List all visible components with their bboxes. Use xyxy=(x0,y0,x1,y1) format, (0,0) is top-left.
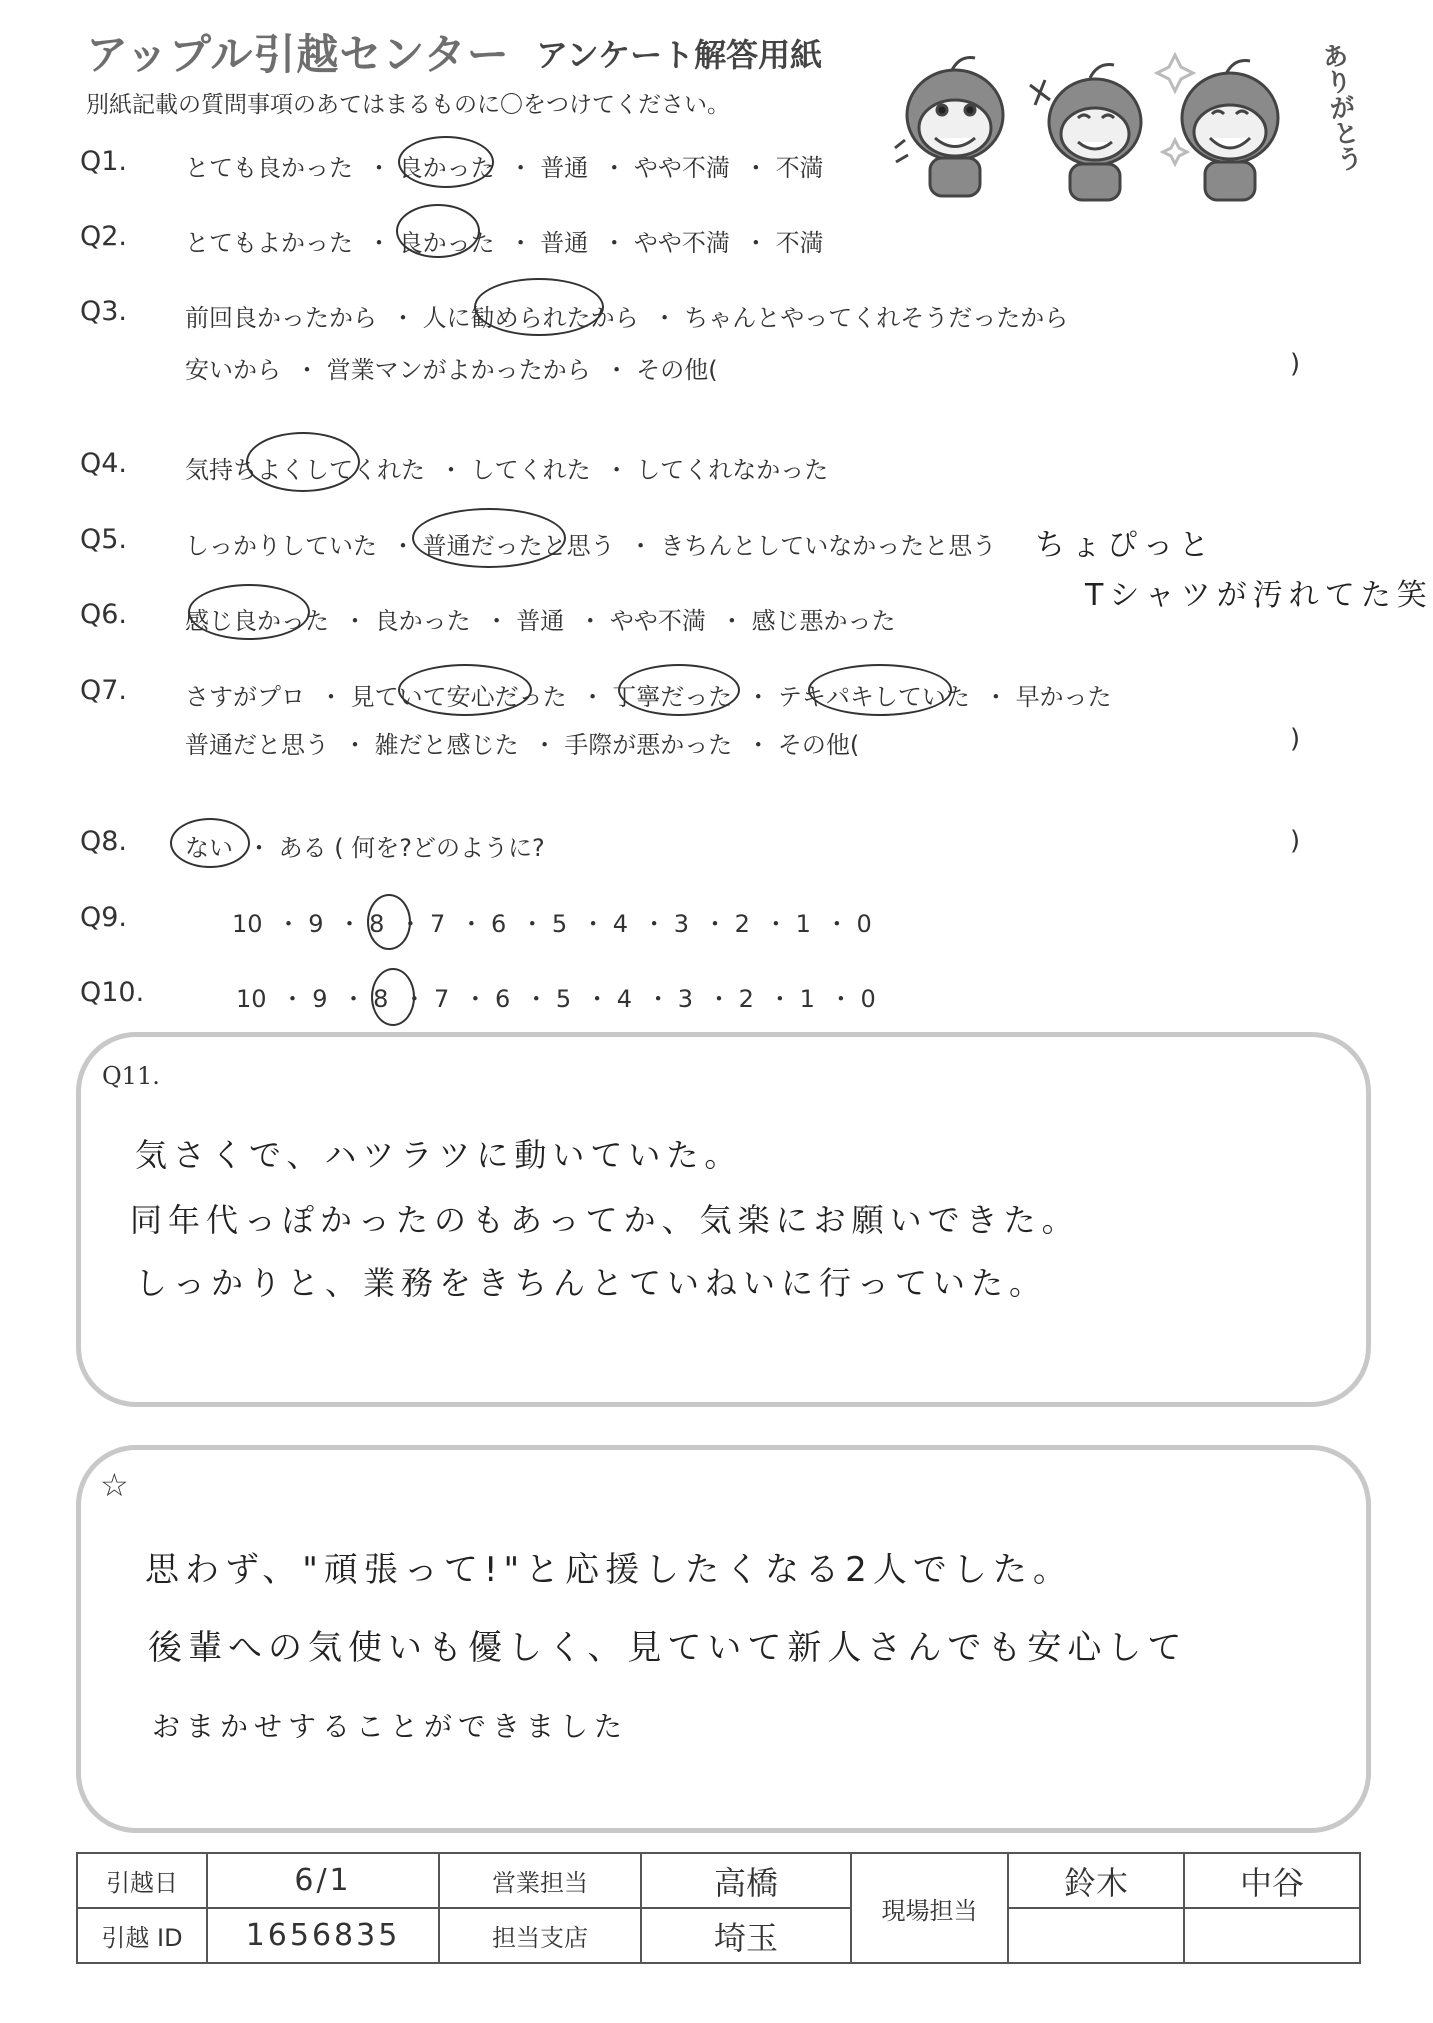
q5-option[interactable]: 普通だったと思う xyxy=(422,532,615,560)
footer-info-table xyxy=(76,1852,1361,1964)
answer-circle xyxy=(808,664,952,716)
q7-option[interactable]: 見ていて安心だった xyxy=(350,683,567,711)
q3-option[interactable]: その他( xyxy=(636,356,718,384)
mascot-caption: ありがとう xyxy=(1316,40,1364,174)
site-staff-value-4[interactable] xyxy=(1184,1908,1360,1963)
q2-option[interactable]: 普通 xyxy=(540,229,589,257)
q9-option[interactable]: 5 xyxy=(551,910,568,938)
q1-option[interactable]: やや不満 xyxy=(633,154,730,182)
question-label-q7: Q7. xyxy=(80,675,128,706)
q10-option[interactable]: 0 xyxy=(860,985,876,1013)
q1-option[interactable]: 不満 xyxy=(775,154,824,182)
site-staff-label: 現場担当 xyxy=(851,1853,1008,1963)
question-label-q6: Q6. xyxy=(80,599,128,630)
q6-options: 感じ良かった ・ 良かった ・ 普通 ・ やや不満 ・ 感じ悪かった xyxy=(185,607,896,635)
q8-option[interactable]: ある ( 何を?どのように? xyxy=(278,834,545,862)
q3-option[interactable]: 安いから xyxy=(185,356,281,384)
answer-circle xyxy=(398,664,532,716)
branch-value[interactable]: 埼玉 xyxy=(641,1908,851,1963)
q7-options-row1: さすがプロ ・ 見ていて安心だった ・ 丁寧だった ・ テキパキしていた ・ 早かった xyxy=(185,683,1112,711)
q9-option[interactable]: 7 xyxy=(430,910,446,938)
answer-circle xyxy=(396,204,480,258)
q9-option[interactable]: 2 xyxy=(734,910,750,938)
q5-option[interactable]: しっかりしていた xyxy=(185,532,377,560)
branch-label: 担当支店 xyxy=(439,1908,641,1963)
q9-option[interactable]: 10 xyxy=(232,910,263,938)
q6-option[interactable]: 感じ悪かった xyxy=(751,607,896,635)
q5-option[interactable]: きちんとしていなかったと思う xyxy=(660,532,997,560)
q11-comment-line1: 気さくで、ハツラツに動いていた。 xyxy=(135,1136,743,1174)
answer-circle xyxy=(170,818,250,868)
q3-options-row1: 前回良かったから ・ 人に勧められたから ・ ちゃんとやってくれそうだったから xyxy=(185,304,1069,332)
q7-option[interactable]: 早かった xyxy=(1015,683,1112,711)
q6-option[interactable]: 普通 xyxy=(516,607,565,635)
close-paren: ) xyxy=(1290,349,1301,379)
question-label-q10: Q10. xyxy=(80,977,145,1008)
sales-value[interactable]: 高橋 xyxy=(641,1853,851,1908)
q6-option[interactable]: 感じ良かった xyxy=(185,607,329,635)
answer-circle xyxy=(412,508,566,568)
brand-title: アップル引越センター xyxy=(86,30,510,79)
q10-scale: 10 ・ 9 ・ 8 ・ 7 ・ 6 ・ 5 ・ 4 ・ 3 ・ 2 ・ 1 ・ 0 xyxy=(236,985,876,1013)
q7-option[interactable]: 普通だと思う xyxy=(185,731,329,759)
q3-option[interactable]: 営業マンがよかったから xyxy=(326,356,591,384)
question-label-q8: Q8. xyxy=(80,826,128,857)
q7-option[interactable]: 手際が悪かった xyxy=(564,731,733,759)
sales-label: 営業担当 xyxy=(439,1853,641,1908)
question-label-q4: Q4. xyxy=(80,448,128,479)
move-id-value[interactable]: 1656835 xyxy=(207,1908,439,1963)
star-comment-line3: おまかせすることができました xyxy=(152,1710,629,1743)
q8-options: ない ・ ある ( 何を?どのように? xyxy=(185,834,545,862)
q7-options-row2: 普通だと思う ・ 雑だと感じた ・ 手際が悪かった ・ その他( xyxy=(185,731,860,759)
q5-options: しっかりしていた ・ 普通だったと思う ・ きちんとしていなかったと思う xyxy=(185,532,997,560)
q2-option[interactable]: とてもよかった xyxy=(185,229,353,257)
q10-option[interactable]: 7 xyxy=(434,985,450,1013)
q9-option[interactable]: 4 xyxy=(612,910,629,938)
q10-option[interactable]: 1 xyxy=(799,985,815,1013)
star-icon: ☆ xyxy=(100,1466,129,1504)
q3-option[interactable]: 人に勧められたから xyxy=(422,304,639,332)
q9-option[interactable]: 9 xyxy=(308,910,324,938)
question-label-q3: Q3. xyxy=(80,296,128,327)
q11-comment-line3: しっかりと、業務をきちんとていねいに行っていた。 xyxy=(135,1264,1048,1302)
answer-circle xyxy=(474,278,604,336)
q7-option[interactable]: テキパキしていた xyxy=(777,683,970,711)
q1-option[interactable]: 普通 xyxy=(540,154,589,182)
q2-option[interactable]: 良かった xyxy=(398,229,495,257)
q4-option[interactable]: してくれなかった xyxy=(636,456,829,484)
instruction-text: 別紙記載の質問事項のあてはまるものに〇をつけてください。 xyxy=(86,92,730,118)
close-paren: ) xyxy=(1290,724,1301,754)
move-date-value[interactable]: 6/1 xyxy=(207,1853,439,1908)
mascot-illustration xyxy=(890,30,1350,205)
question-label-q2: Q2. xyxy=(80,221,128,252)
answer-circle xyxy=(246,432,360,492)
q3-option[interactable]: ちゃんとやってくれそうだったから xyxy=(684,304,1069,332)
site-staff-value-3[interactable] xyxy=(1008,1908,1184,1963)
q3-options-row2: 安いから ・ 営業マンがよかったから ・ その他( xyxy=(185,356,718,384)
q9-option[interactable]: 0 xyxy=(856,910,872,938)
q4-option[interactable]: 気持ちよくしてくれた xyxy=(185,456,425,484)
q7-option[interactable]: 丁寧だった xyxy=(612,683,733,711)
answer-circle xyxy=(188,584,310,640)
answer-circle xyxy=(367,894,411,950)
star-comment-line1: 思わず、"頑張って!"と応援したくなる2人でした。 xyxy=(145,1550,1073,1590)
q3-option[interactable]: 前回良かったから xyxy=(185,304,377,332)
q7-option[interactable]: さすがプロ xyxy=(185,683,305,711)
q10-option[interactable]: 10 xyxy=(236,985,267,1013)
move-date-label: 引越日 xyxy=(77,1853,207,1908)
handwritten-note-line2: Tシャツが汚れてた笑 xyxy=(1085,578,1433,613)
q4-option[interactable]: してくれた xyxy=(470,456,591,484)
form-subtitle: アンケート解答用紙 xyxy=(536,36,823,74)
q7-option[interactable]: 雑だと感じた xyxy=(374,731,519,759)
q6-option[interactable]: 良かった xyxy=(374,607,471,635)
q1-options: とても良かった ・ 良かった ・ 普通 ・ やや不満 ・ 不満 xyxy=(185,154,824,182)
q10-option[interactable]: 5 xyxy=(555,985,572,1013)
q2-options: とてもよかった ・ 良かった ・ 普通 ・ やや不満 ・ 不満 xyxy=(185,229,824,257)
q10-option[interactable]: 3 xyxy=(677,985,693,1013)
q9-option[interactable]: 1 xyxy=(795,910,811,938)
q9-scale: 10 ・ 9 ・ 8 ・ 7 ・ 6 ・ 5 ・ 4 ・ 3 ・ 2 ・ 1 ・ 0 xyxy=(232,910,872,938)
site-staff-value-1[interactable]: 鈴木 xyxy=(1008,1853,1184,1908)
handwritten-note-line1: ちょぴっと xyxy=(1035,528,1215,563)
close-paren: ) xyxy=(1290,826,1301,856)
move-id-label: 引越 ID xyxy=(77,1908,207,1963)
q7-option[interactable]: その他( xyxy=(777,731,860,759)
q9-option[interactable]: 8 xyxy=(369,910,385,938)
answer-circle xyxy=(618,664,740,716)
star-comment-line2: 後輩への気使いも優しく、見ていて新人さんでも安心して xyxy=(148,1628,1188,1668)
q1-option[interactable]: とても良かった xyxy=(185,154,353,182)
q8-option[interactable]: ない xyxy=(185,834,233,862)
q11-label: Q11. xyxy=(102,1062,160,1090)
q1-option[interactable]: 良かった xyxy=(398,154,495,182)
answer-circle xyxy=(398,136,494,188)
q9-option[interactable]: 3 xyxy=(673,910,689,938)
q10-option[interactable]: 6 xyxy=(494,985,511,1013)
q9-option[interactable]: 6 xyxy=(490,910,507,938)
question-label-q9: Q9. xyxy=(80,902,128,933)
question-label-q1: Q1. xyxy=(80,146,128,177)
q11-comment-line2: 同年代っぽかったのもあってか、気楽にお願いできた。 xyxy=(130,1201,1080,1239)
q10-option[interactable]: 2 xyxy=(738,985,754,1013)
q10-option[interactable]: 8 xyxy=(373,985,389,1013)
q6-option[interactable]: やや不満 xyxy=(609,607,706,635)
q4-options: 気持ちよくしてくれた ・ してくれた ・ してくれなかった xyxy=(185,456,829,484)
q2-option[interactable]: 不満 xyxy=(775,229,824,257)
answer-circle xyxy=(371,968,415,1026)
question-label-q5: Q5. xyxy=(80,524,128,555)
site-staff-value-2[interactable]: 中谷 xyxy=(1184,1853,1360,1908)
q2-option[interactable]: やや不満 xyxy=(633,229,730,257)
q10-option[interactable]: 9 xyxy=(312,985,328,1013)
q10-option[interactable]: 4 xyxy=(616,985,633,1013)
